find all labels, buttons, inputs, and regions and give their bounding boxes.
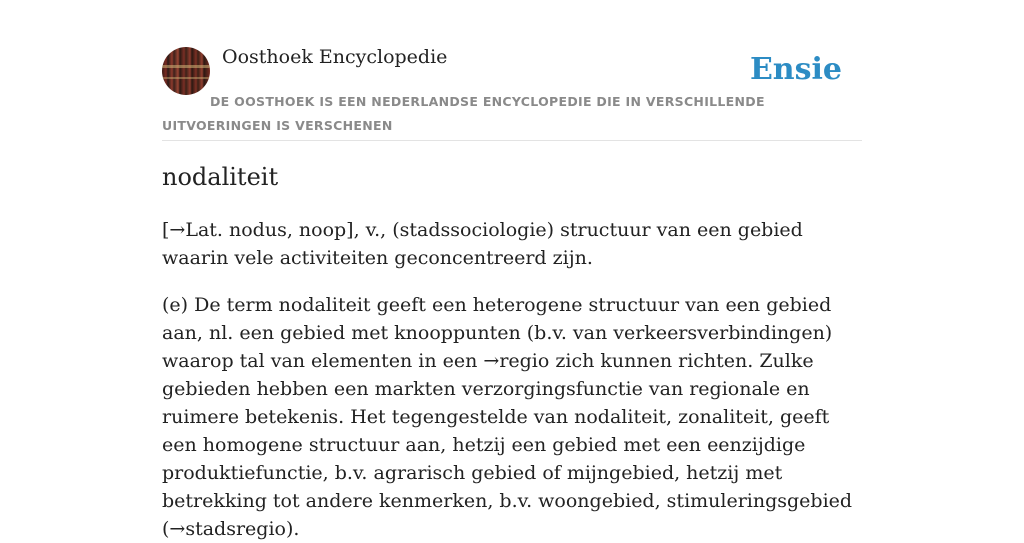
article-paragraph-definition: [→Lat. nodus, noop], v., (stadssociologie) structuur van een gebied waarin vele activiteiten geconcentreerd zijn. <box>162 219 803 269</box>
encyclopedia-books-logo[interactable] <box>162 47 210 95</box>
article-title: nodaliteit <box>162 163 279 191</box>
ensie-brand-link[interactable]: Ensie <box>749 52 842 87</box>
article-paragraph-explanation: (e) De term nodaliteit geeft een heterogene structuur van een gebied aan, nl. een gebied met knooppunten (b.v. van verkeersverbindingen) waarop tal van elementen in een →regio zich kunnen richten. Zulke gebieden hebben een markten verzorgingsfunctie van regionale en ruimere betekenis. Het tegengestelde van nodaliteit, zonaliteit, geeft een homogene structuur aan, hetzij een gebied met een eenzijdige produktiefunctie, b.v. agrarisch gebied of mijngebied, hetzij met betrekking tot andere kenmerken, b.v. woongebied, stimuleringsgebied (→stadsregio). <box>162 294 853 540</box>
site-name[interactable]: Oosthoek Encyclopedie <box>222 46 448 68</box>
site-tagline: DE OOSTHOEK IS EEN NEDERLANDSE ENCYCLOPEDIE DIE IN VERSCHILLENDE UITVOERINGEN IS VERSCHENEN <box>162 94 765 133</box>
page-container <box>162 0 862 540</box>
site-header <box>162 0 862 141</box>
